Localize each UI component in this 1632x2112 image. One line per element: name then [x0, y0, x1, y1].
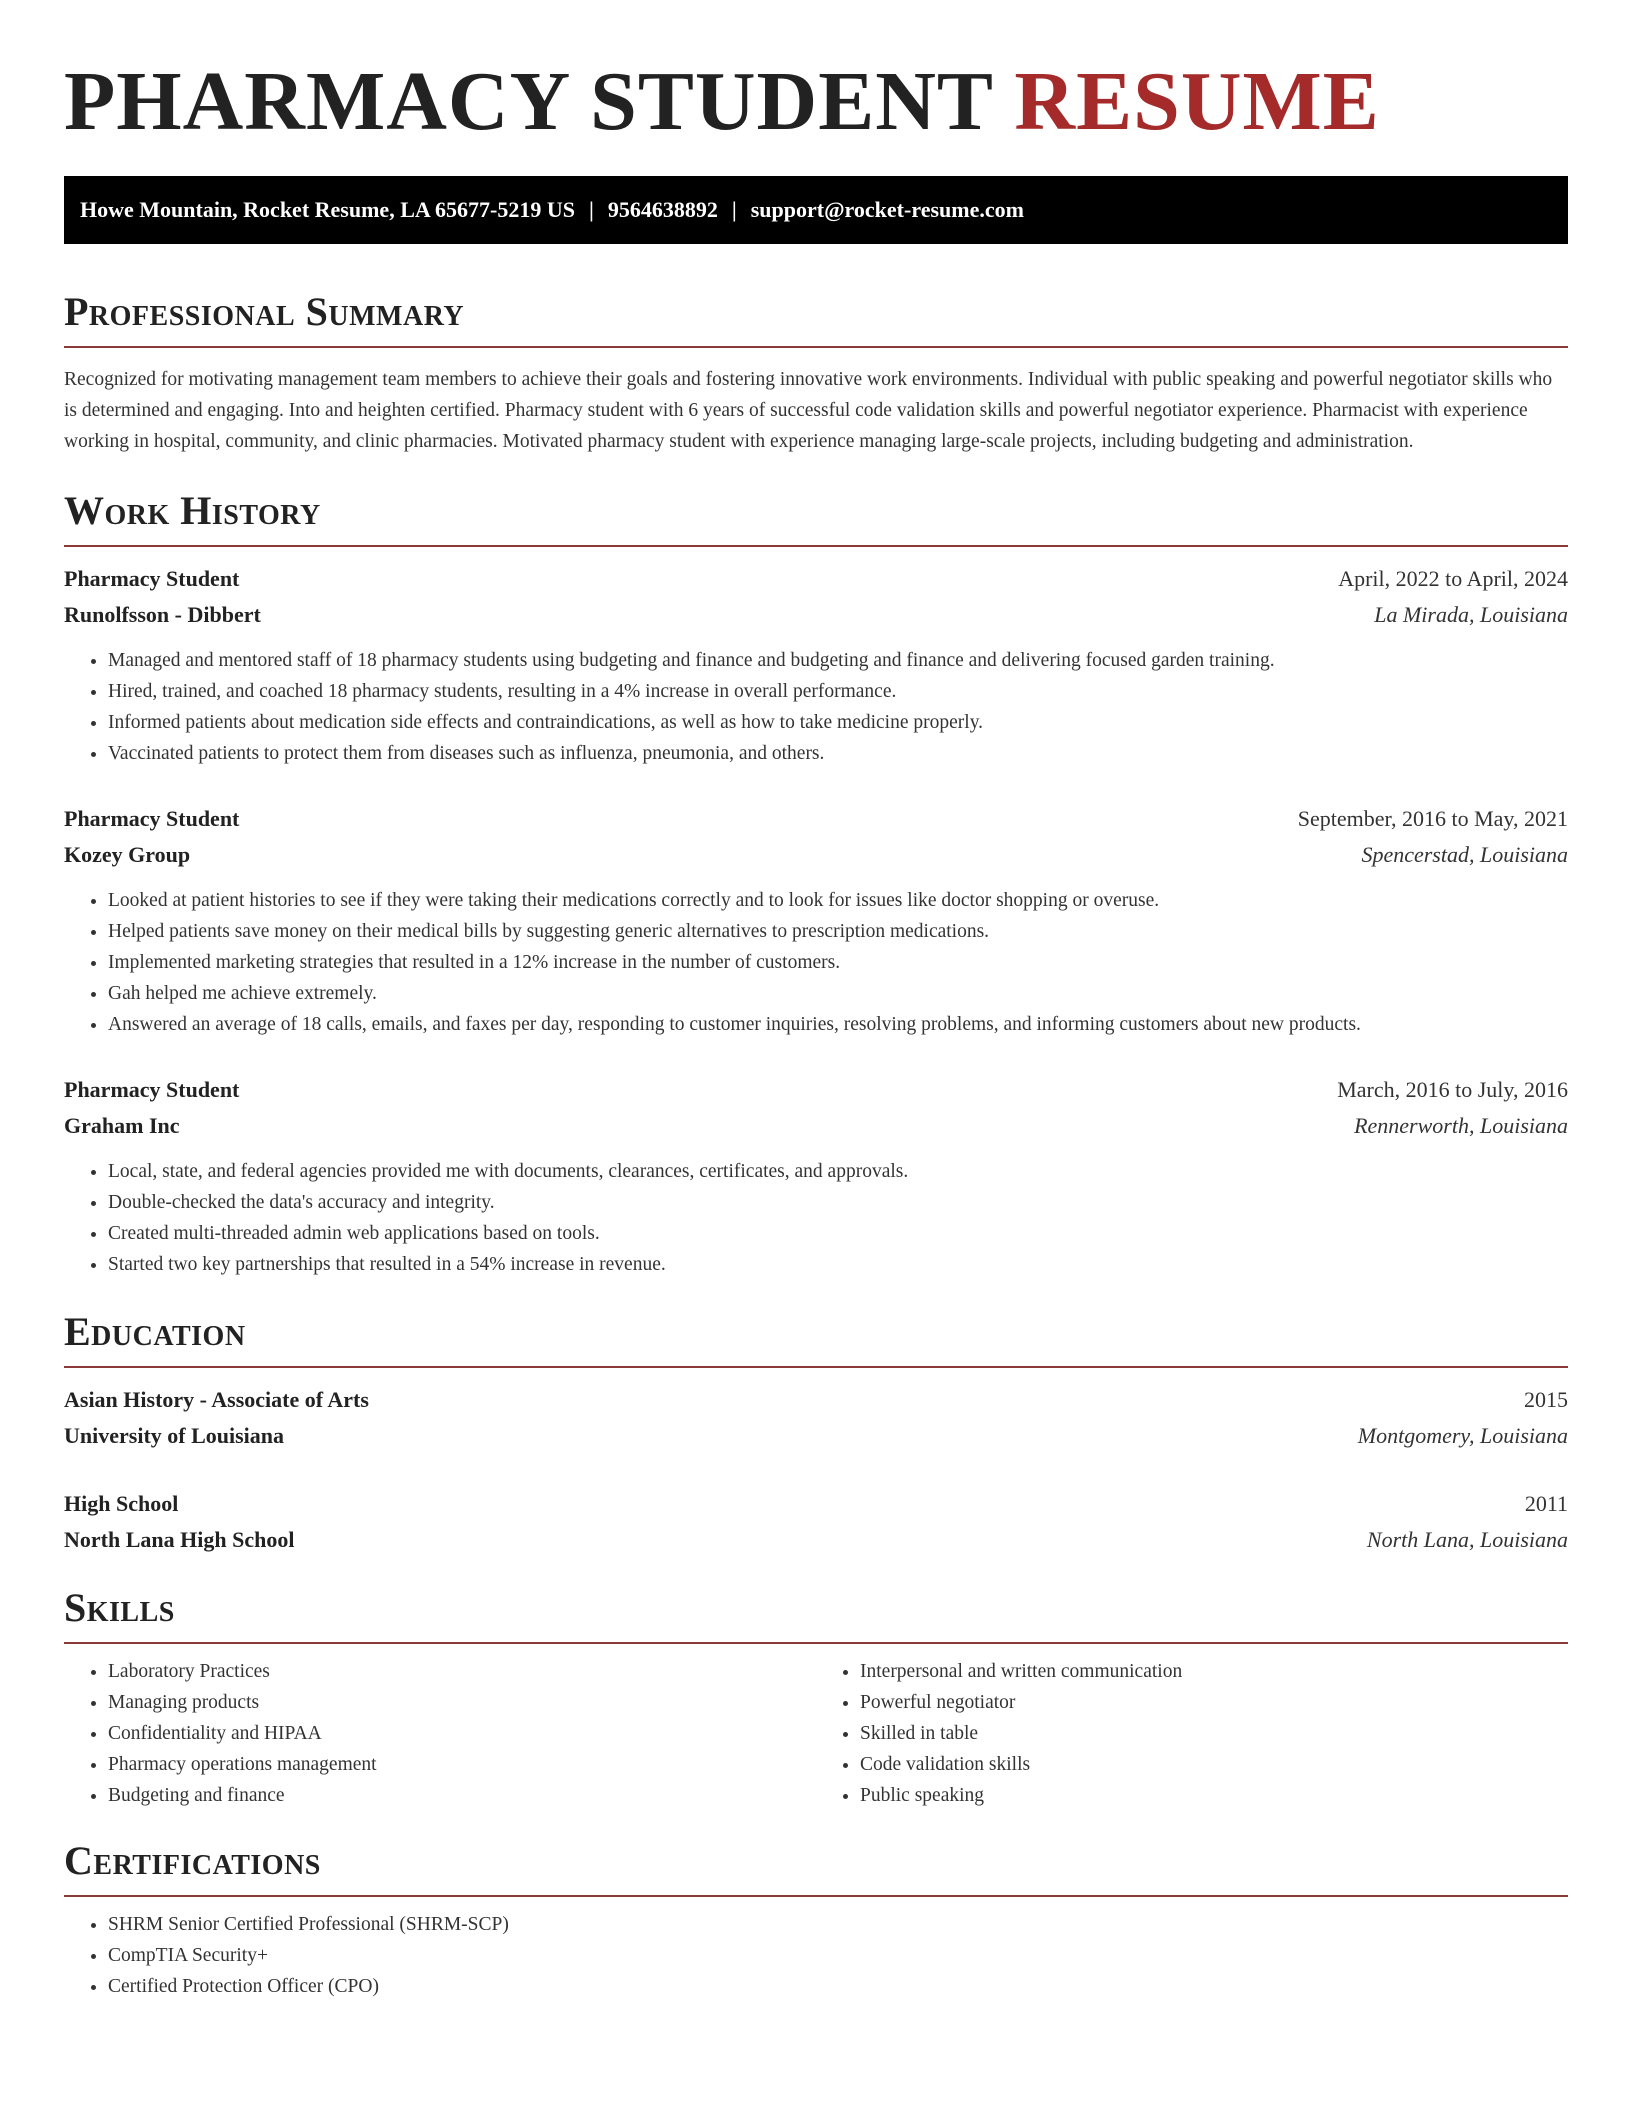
- contact-phone: 9564638892: [607, 197, 718, 222]
- job-location: La Mirada, Louisiana: [1374, 602, 1568, 627]
- job-bullet: • Informed patients about medication side effects and contraindications, as well as how to take medicine properly.: [108, 707, 1568, 738]
- job-bullet: • Hired, trained, and coached 18 pharmacy students, resulting in a 4% increase in overall performance.: [108, 676, 1568, 707]
- job-bullet: • Implemented marketing strategies that resulted in a 12% increase in the number of customers.: [108, 947, 1568, 978]
- job-bullets: [64, 645, 1568, 769]
- contact-bar: [64, 176, 1568, 244]
- education-year: 2011: [1524, 1491, 1568, 1516]
- job-title: Pharmacy Student: [64, 566, 240, 591]
- education-degree: Asian History - Associate of Arts: [64, 1387, 369, 1412]
- job-bullets: [64, 885, 1568, 1040]
- job-entry: [64, 801, 1568, 1040]
- job-header-row: [64, 1072, 1568, 1108]
- section-heading-certifications: Certifications: [64, 1837, 1568, 1897]
- certifications-list: [64, 1909, 1568, 2002]
- skill-item: • Confidentiality and HIPAA: [108, 1718, 816, 1749]
- section-heading-work-history: Work History: [64, 487, 1568, 547]
- job-header-row: [64, 561, 1568, 597]
- skill-item: • Powerful negotiator: [860, 1687, 1568, 1718]
- job-location: Rennerworth, Louisiana: [1354, 1113, 1568, 1138]
- job-bullet: • Looked at patient histories to see if they were taking their medications correctly and to look for issues like doctor shopping or overuse.: [108, 885, 1568, 916]
- skill-item: • Skilled in table: [860, 1718, 1568, 1749]
- resume-title-accent: RESUME: [1014, 55, 1380, 148]
- skill-item: • Public speaking: [860, 1780, 1568, 1811]
- resume-title: [64, 0, 1568, 152]
- education-school: University of Louisiana: [64, 1423, 285, 1448]
- education-degree-row: [64, 1382, 1568, 1418]
- skill-item: • Managing products: [108, 1687, 816, 1718]
- job-bullet: • Managed and mentored staff of 18 pharmacy students using budgeting and finance and budgeting and finance and delivering focused garden training.: [108, 645, 1568, 676]
- job-company-row: [64, 837, 1568, 873]
- job-entry: [64, 1072, 1568, 1280]
- education-degree-row: [64, 1486, 1568, 1522]
- job-bullet: • Answered an average of 18 calls, emails, and faxes per day, responding to customer inquiries, resolving problems, and informing customers about new products.: [108, 1009, 1568, 1040]
- job-location: Spencerstad, Louisiana: [1361, 842, 1568, 867]
- job-title: Pharmacy Student: [64, 806, 240, 831]
- job-bullet: • Double-checked the data's accuracy and integrity.: [108, 1187, 1568, 1218]
- section-heading-summary: Professional Summary: [64, 288, 1568, 348]
- certification-item: • Certified Protection Officer (CPO): [108, 1971, 1568, 2002]
- job-header-row: [64, 801, 1568, 837]
- job-company-row: [64, 597, 1568, 633]
- skill-item: • Code validation skills: [860, 1749, 1568, 1780]
- certification-item: • CompTIA Security+: [108, 1940, 1568, 1971]
- skill-item: • Interpersonal and written communication: [860, 1656, 1568, 1687]
- job-bullets: [64, 1156, 1568, 1280]
- skills-columns: [64, 1656, 1568, 1811]
- resume-title-main: PHARMACY STUDENT: [64, 55, 993, 148]
- job-company: Graham Inc: [64, 1113, 180, 1138]
- summary-text: Recognized for motivating management team members to achieve their goals and fostering innovative work environments. Individual with public speaking and powerful negotiator skills who is determined and engaging. Into and heighten certified. Pharmacy student with 6 years of successful code validation skills and powerful negotiator experience. Pharmacist with experience working in hospital, community, and clinic pharmacies. Motivated pharmacy student with experience managing large-scale projects, including budgeting and administration.: [64, 369, 1553, 452]
- section-heading-education: Education: [64, 1308, 1568, 1368]
- job-company-row: [64, 1108, 1568, 1144]
- job-dates: September, 2016 to May, 2021: [1297, 806, 1568, 831]
- resume-page: [64, 0, 1568, 2002]
- job-bullet: • Created multi-threaded admin web applications based on tools.: [108, 1218, 1568, 1249]
- skill-item: • Pharmacy operations management: [108, 1749, 816, 1780]
- job-bullet: • Local, state, and federal agencies provided me with documents, clearances, certificates, and approvals.: [108, 1156, 1568, 1187]
- skill-item: • Budgeting and finance: [108, 1780, 816, 1811]
- skill-item: • Laboratory Practices: [108, 1656, 816, 1687]
- education-entry: [64, 1486, 1568, 1558]
- education-location: Montgomery, Louisiana: [1357, 1423, 1568, 1448]
- education-school-row: [64, 1418, 1568, 1454]
- education-location: North Lana, Louisiana: [1366, 1527, 1568, 1552]
- education-school-row: [64, 1522, 1568, 1558]
- job-bullet: • Gah helped me achieve extremely.: [108, 978, 1568, 1009]
- skills-list-right: [816, 1656, 1568, 1811]
- contact-separator: |: [589, 197, 594, 222]
- education-year: 2015: [1524, 1387, 1568, 1412]
- job-title: Pharmacy Student: [64, 1077, 240, 1102]
- job-company: Runolfsson - Dibbert: [64, 602, 261, 627]
- skills-list-left: [64, 1656, 816, 1811]
- job-bullet: • Vaccinated patients to protect them from diseases such as influenza, pneumonia, and others.: [108, 738, 1568, 769]
- contact-email: support@rocket-resume.com: [750, 197, 1024, 222]
- job-company: Kozey Group: [64, 842, 191, 867]
- job-dates: April, 2022 to April, 2024: [1338, 566, 1568, 591]
- job-bullet: • Helped patients save money on their medical bills by suggesting generic alternatives to prescription medications.: [108, 916, 1568, 947]
- education-degree: High School: [64, 1491, 179, 1516]
- education-entry: [64, 1382, 1568, 1454]
- job-entry: [64, 561, 1568, 769]
- contact-separator: |: [731, 197, 737, 222]
- section-heading-skills: Skills: [64, 1584, 1568, 1644]
- certification-item: • SHRM Senior Certified Professional (SHRM-SCP): [108, 1909, 1568, 1940]
- contact-address: Howe Mountain, Rocket Resume, LA 65677-5219 US: [80, 197, 575, 222]
- education-school: North Lana High School: [64, 1527, 295, 1552]
- job-bullet: • Started two key partnerships that resulted in a 54% increase in revenue.: [108, 1249, 1568, 1280]
- job-dates: March, 2016 to July, 2016: [1337, 1077, 1568, 1102]
